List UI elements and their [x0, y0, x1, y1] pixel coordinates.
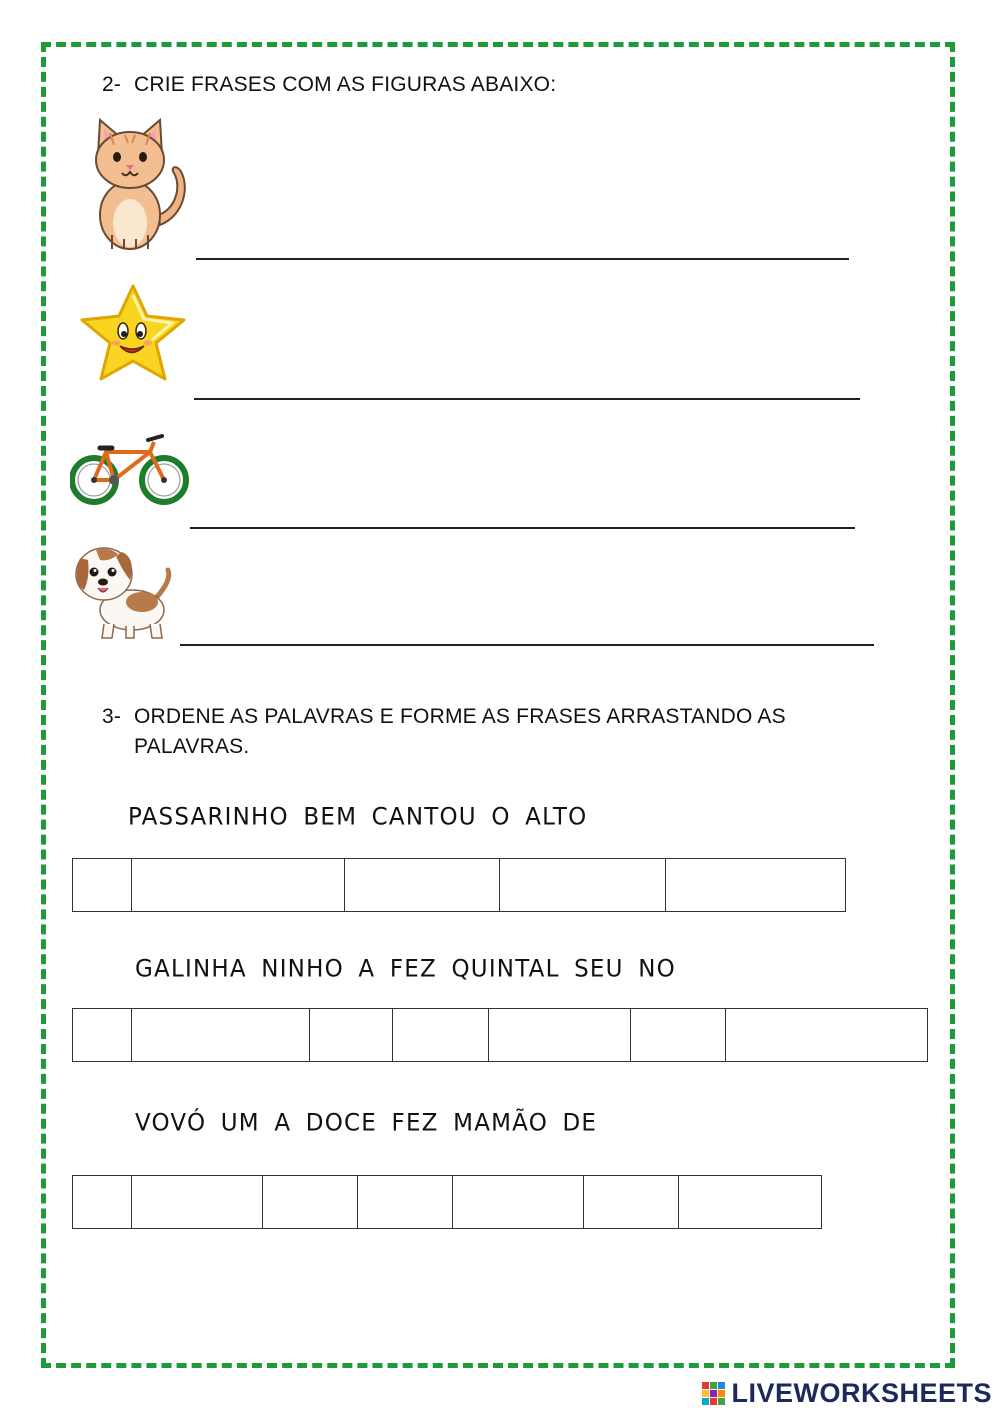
- exercise-1-words: PASSARINHO BEM CANTOU O ALTO: [128, 803, 588, 831]
- drop-cell[interactable]: [263, 1176, 359, 1228]
- drop-cell[interactable]: [726, 1009, 927, 1061]
- drop-cell[interactable]: [489, 1009, 631, 1061]
- star-icon: [76, 283, 190, 383]
- answer-line-star[interactable]: [194, 398, 860, 400]
- drop-cell[interactable]: [453, 1176, 584, 1228]
- drop-cell[interactable]: [73, 1009, 132, 1061]
- answer-line-cat[interactable]: [196, 258, 849, 260]
- exercise-2-answer-row: [72, 1008, 928, 1062]
- section-2-title: [102, 70, 556, 100]
- section-3-text-line1: ORDENE AS PALAVRAS E FORME AS FRASES ARRASTANDO AS: [134, 705, 786, 728]
- exercise-3-words: VOVÓ UM A DOCE FEZ MAMÃO DE: [135, 1109, 598, 1137]
- exercise-1-answer-row: [72, 858, 846, 912]
- exercise-3-answer-row: [72, 1175, 822, 1229]
- cat-icon: [90, 115, 190, 255]
- drop-cell[interactable]: [679, 1176, 821, 1228]
- section-3-title: [102, 702, 902, 762]
- drop-cell[interactable]: [666, 859, 845, 911]
- dog-icon: [70, 540, 176, 642]
- drop-cell[interactable]: [132, 1009, 311, 1061]
- bicycle-icon: [70, 430, 190, 508]
- drop-cell[interactable]: [631, 1009, 727, 1061]
- drop-cell[interactable]: [132, 1176, 263, 1228]
- drop-cell[interactable]: [345, 859, 500, 911]
- section-3-number: 3-: [102, 705, 122, 728]
- exercise-2-words: GALINHA NINHO A FEZ QUINTAL SEU NO: [135, 955, 676, 983]
- drop-cell[interactable]: [584, 1176, 680, 1228]
- drop-cell[interactable]: [500, 859, 667, 911]
- answer-line-bicycle[interactable]: [190, 527, 855, 529]
- liveworksheets-logo: [701, 1378, 992, 1409]
- section-3-text-line2: PALAVRAS.: [134, 735, 250, 758]
- section-2-text: CRIE FRASES COM AS FIGURAS ABAIXO:: [134, 73, 557, 96]
- answer-line-dog[interactable]: [180, 644, 874, 646]
- drop-cell[interactable]: [132, 859, 345, 911]
- drop-cell[interactable]: [73, 1176, 132, 1228]
- liveworksheets-brand: LIVEWORKSHEETS: [731, 1378, 992, 1408]
- section-2-number: 2-: [102, 73, 122, 96]
- drop-cell[interactable]: [393, 1009, 489, 1061]
- drop-cell[interactable]: [358, 1176, 453, 1228]
- drop-cell[interactable]: [73, 859, 132, 911]
- drop-cell[interactable]: [310, 1009, 393, 1061]
- liveworksheets-logo-icon: [701, 1381, 727, 1407]
